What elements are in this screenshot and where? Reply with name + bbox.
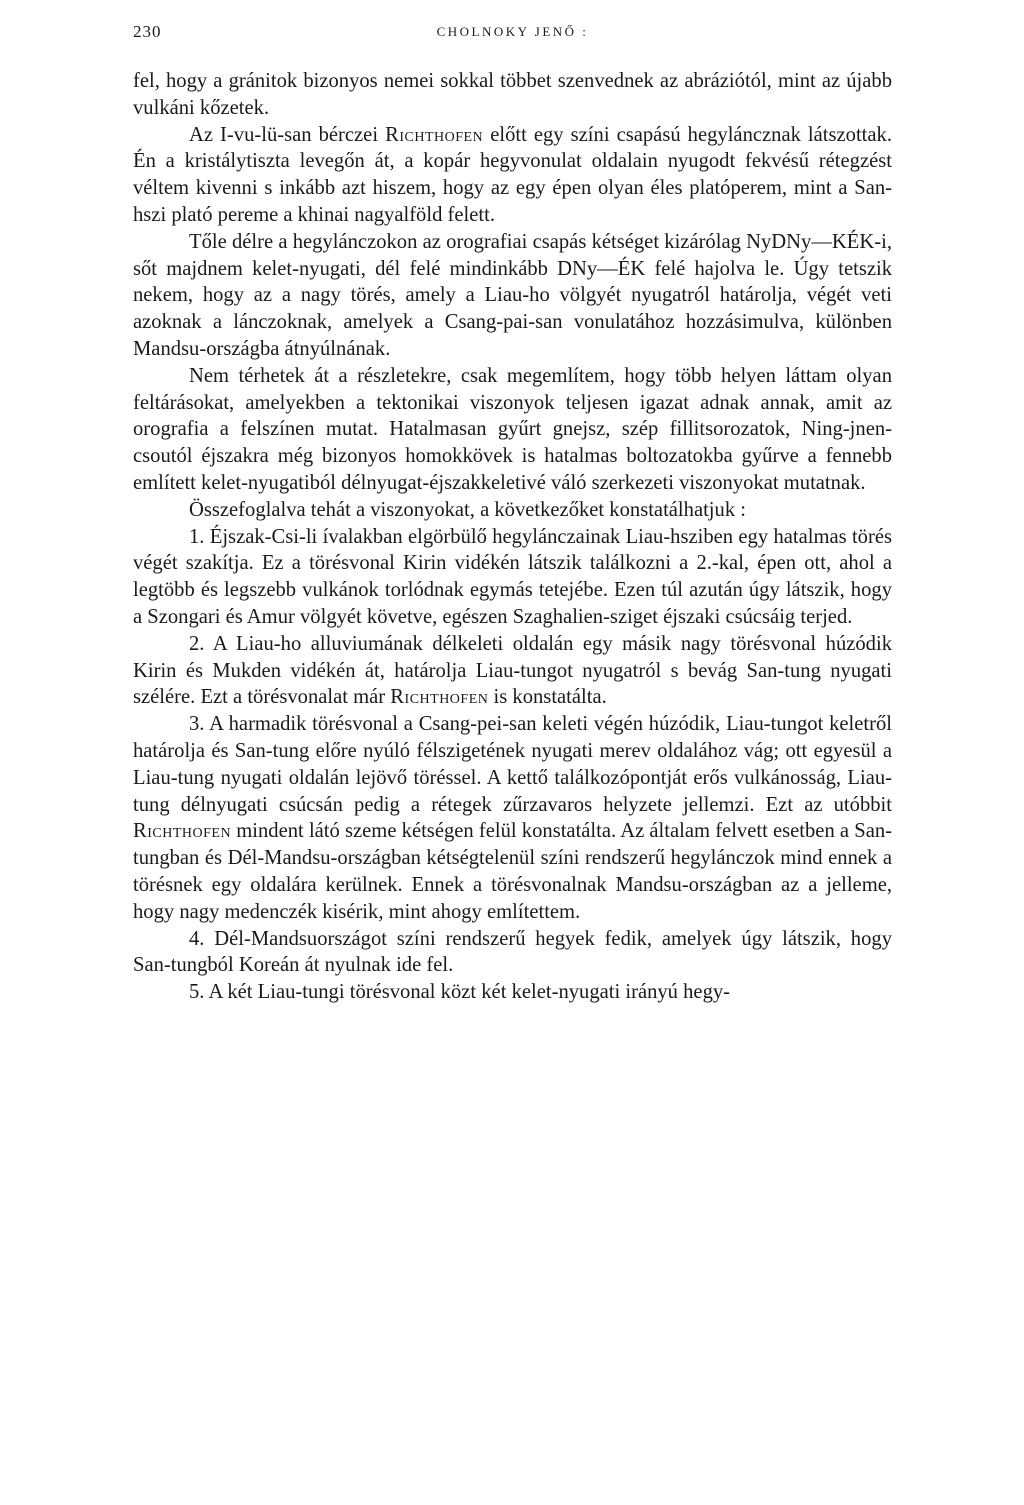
numbered-paragraph	[133, 631, 892, 711]
numbered-paragraph	[133, 979, 892, 1006]
paragraph-text: Tőle délre a hegylánczokon az orografiai csapás kétséget kizárólag NyDNy—KÉK-i, sőt majdnem kelet-nyugati, dél felé mindinkább DNy—ÉK felé hajolva le. Úgy tetszik nekem, hogy az a nagy törés, amely a Liau-ho völgyét nyugatról határolja, végét veti azoknak a lánczoknak, amelyek a Csang-pai-san vonulatához hozzásimulva, különben Mandsu-országba átnyúlnának.	[133, 230, 892, 360]
paragraph-text: 2. A Liau-ho alluviumának délkeleti oldalán egy másik nagy törésvonal húzódik Kirin és Mukden vidékén át, határolja Liau-tungot nyugatról s bevág San-tung nyugati szélére. Ezt a törésvonalat már	[133, 632, 892, 709]
paragraph-text: fel, hogy a gránitok bizonyos nemei sokkal többet szenvednek az abráziótól, mint az újabb vulkáni kőzetek.	[133, 70, 892, 119]
paragraph	[133, 68, 892, 122]
paragraph-text: előtt egy színi csapású hegyláncznak látszottak. Én a kristálytiszta levegőn át, a kopár hegyvonulat oldalain nyugodt fekvésű rétegzést véltem kivenni s inkább azt hiszem, hogy az egy épen olyan éles platóperem, mint a San-hszi plató pereme a khinai nagyalföld felett.	[133, 123, 892, 226]
body-text	[133, 68, 892, 1006]
numbered-paragraph	[133, 524, 892, 631]
paragraph	[133, 497, 892, 524]
numbered-paragraph	[133, 711, 892, 925]
page-header	[133, 22, 892, 44]
page-number: 230	[133, 22, 162, 41]
paragraph	[133, 363, 892, 497]
author-name: Richthofen	[385, 123, 484, 146]
numbered-paragraph	[133, 926, 892, 980]
author-name: Richthofen	[133, 820, 232, 843]
paragraph-text: 3. A harmadik törésvonal a Csang-pei-san keleti végén húzódik, Liau-tungot keletről határolja és San-tung előre nyúló félszigetének nyugati merev oldalához vág; ott egyesül a Liau-tung nyugati oldalán lejövő töréssel. A kettő találkozópontját erős vulkánosság, Liau-tung délnyugati csúcsán pedig a rétegek zűrzavaros helyzete jellemzi. Ezt az utóbbit	[133, 713, 892, 816]
author-name: Richthofen	[390, 686, 489, 709]
paragraph-text: 4. Dél-Mandsuországot színi rendszerű hegyek fedik, amelyek úgy látszik, hogy San-tungból Koreán át nyulnak ide fel.	[133, 927, 892, 977]
paragraph-text: Összefoglalva tehát a viszonyokat, a következőket konstatálhatjuk :	[189, 498, 746, 521]
running-head: CHOLNOKY JENŐ :	[436, 24, 589, 39]
paragraph	[133, 229, 892, 363]
paragraph-text: Az I-vu-lü-san bérczei	[189, 123, 386, 146]
paragraph	[133, 122, 892, 229]
paragraph-text: mindent látó szeme kétségen felül konstatálta. Az általam felvett esetben a San-tungban és Dél-Mandsu-országban kétségtelenül színi rendszerű hegylánczok mind ennek a törésnek egy oldalára kerülnek. Ennek a törésvonalnak Mandsu-országban az a jelleme, hogy nagy medenczék kisérik, mint ahogy említettem.	[133, 820, 892, 923]
paragraph-text: 5. A két Liau-tungi törésvonal közt két kelet-nyugati irányú hegy-	[189, 981, 731, 1004]
paragraph-text: 1. Éjszak-Csi-li ívalakban elgörbülő hegylánczainak Liau-hsziben egy hatalmas törés végét szakítja. Ez a törésvonal Kirin vidékén látszik találkozni a 2.-kal, épen ott, ahol a legtöbb és legszebb vulkánok torlódnak egymás tetejébe. Ezen túl azután úgy látszik, hogy a Szongari és Amur völgyét követve, egészen Szaghalien-sziget éjszaki csúcsáig terjed.	[133, 525, 892, 628]
paragraph-text: is konstatálta.	[488, 686, 607, 709]
paragraph-text: Nem térhetek át a részletekre, csak megemlítem, hogy több helyen láttam olyan feltárásokat, amelyekben a tektonikai viszonyok teljesen igazat adnak annak, amit az orografia a felszínen mutat. Hatalmasan gyűrt gnejsz, szép fillitsorozatok, Ning-jnen-csoutól éjszakra még bizonyos homokkövek is hatalmas boltozatokba gyűrve a fennebb említett kelet-nyugatiból délnyugat-éjszakkeletivé váló szerkezeti viszonyokat mutatnak.	[133, 364, 892, 494]
